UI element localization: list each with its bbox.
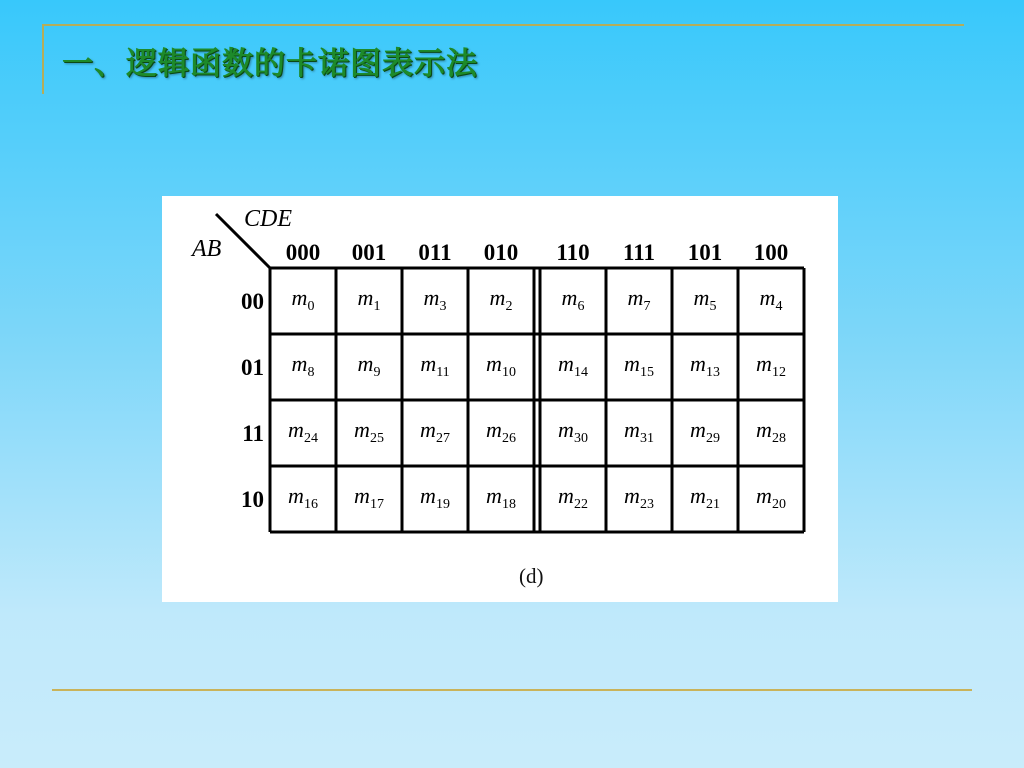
minterm-cell: m12 [756, 351, 786, 380]
minterm-cell: m7 [627, 285, 651, 314]
minterm-cell: m31 [624, 417, 654, 446]
karnaugh-map-figure [162, 196, 838, 602]
left-rule [42, 24, 44, 94]
minterm-cell: m2 [489, 285, 513, 314]
minterm-cell: m13 [690, 351, 720, 380]
minterm-cell: m19 [420, 483, 450, 512]
minterm-cell: m25 [354, 417, 384, 446]
column-code-110: 110 [556, 240, 590, 265]
column-code-010: 010 [483, 240, 519, 265]
minterm-cell: m5 [693, 285, 717, 314]
minterm-cell: m8 [291, 351, 315, 380]
column-code-101: 101 [687, 240, 723, 265]
figure-caption: (d) [519, 564, 544, 588]
minterm-cell: m20 [756, 483, 786, 512]
minterm-cell: m1 [357, 285, 381, 314]
column-variables-label: CDE [244, 206, 292, 232]
minterm-cell: m0 [291, 285, 315, 314]
column-code-000: 000 [285, 240, 321, 265]
minterm-cell: m28 [756, 417, 786, 446]
top-rule [42, 24, 964, 26]
column-code-100: 100 [753, 240, 789, 265]
minterm-cell: m3 [423, 285, 447, 314]
slide-title: 一、逻辑函数的卡诺图表示法 [62, 46, 478, 82]
column-code-011: 011 [418, 240, 452, 265]
row-code-11: 11 [242, 421, 264, 446]
minterm-cell: m21 [690, 483, 720, 512]
column-code-111: 111 [623, 240, 655, 265]
row-code-00: 00 [241, 289, 264, 314]
minterm-cell: m4 [759, 285, 783, 314]
minterm-cell: m11 [420, 351, 450, 380]
bottom-rule [52, 689, 972, 691]
minterm-cell: m23 [624, 483, 654, 512]
minterm-cell: m14 [558, 351, 588, 380]
minterm-cell: m24 [288, 417, 318, 446]
minterm-cell: m10 [486, 351, 516, 380]
karnaugh-map-diagram [162, 196, 838, 602]
row-code-10: 10 [241, 487, 264, 512]
minterm-cell: m29 [690, 417, 720, 446]
minterm-cell: m6 [561, 285, 585, 314]
minterm-cell: m9 [357, 351, 381, 380]
minterm-cell: m22 [558, 483, 588, 512]
minterm-cell: m15 [624, 351, 654, 380]
minterm-cell: m18 [486, 483, 516, 512]
minterm-cell: m27 [420, 417, 450, 446]
minterm-cell: m30 [558, 417, 588, 446]
row-variables-label: AB [192, 236, 222, 262]
column-code-001: 001 [351, 240, 387, 265]
minterm-cell: m17 [354, 483, 384, 512]
minterm-cell: m26 [486, 417, 516, 446]
row-code-01: 01 [241, 355, 264, 380]
minterm-cell: m16 [288, 483, 318, 512]
